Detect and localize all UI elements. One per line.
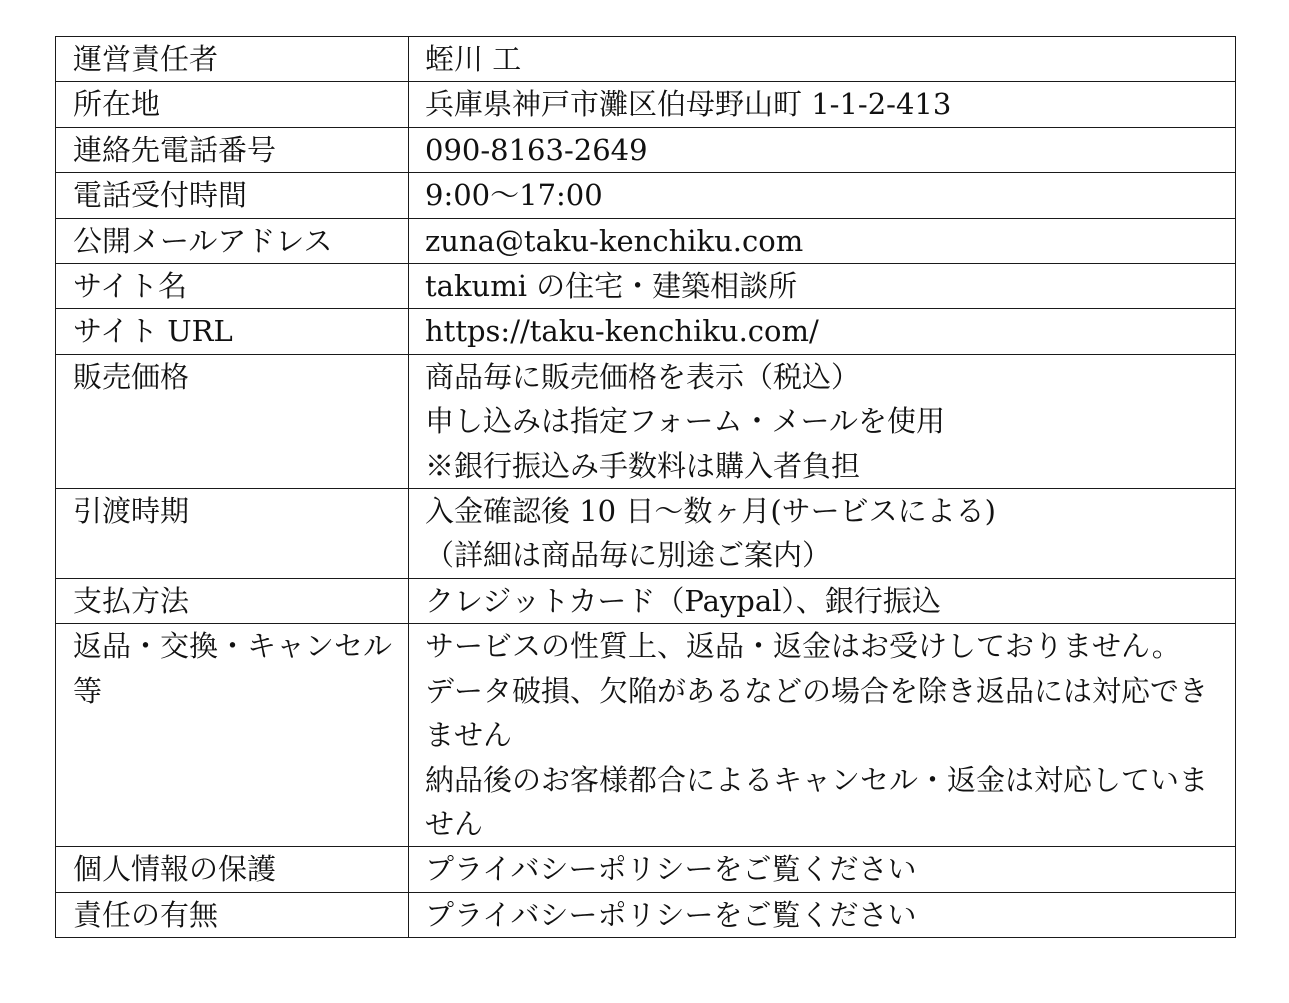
row-label: サイト名 (56, 264, 409, 309)
row-value: https://taku-kenchiku.com/ (409, 309, 1236, 354)
row-value: 商品毎に販売価格を表示（税込） 申し込みは指定フォーム・メールを使用 ※銀行振込み手数料は購入者負担 (409, 354, 1236, 488)
row-value: プライバシーポリシーをご覧ください (409, 892, 1236, 937)
row-label: 引渡時期 (56, 489, 409, 579)
table-row-delivery (56, 489, 1236, 579)
row-value: サービスの性質上、返品・返金はお受けしておりません。 データ破損、欠陥があるなどの場合を除き返品には対応できません 納品後のお客様都合によるキャンセル・返金は対応していません (409, 624, 1236, 847)
info-table-container (55, 36, 1235, 938)
row-label: 返品・交換・キャンセル等 (56, 624, 409, 847)
row-label: 販売価格 (56, 354, 409, 488)
commerce-disclosure-table (55, 36, 1236, 938)
row-value: 蛭川 工 (409, 37, 1236, 82)
row-value: 090-8163-2649 (409, 127, 1236, 172)
table-row-address (56, 82, 1236, 127)
row-label: 支払方法 (56, 578, 409, 623)
row-label: 個人情報の保護 (56, 847, 409, 892)
row-label: 電話受付時間 (56, 173, 409, 218)
row-value: 入金確認後 10 日〜数ヶ月(サービスによる) （詳細は商品毎に別途ご案内） (409, 489, 1236, 579)
table-row-phone (56, 127, 1236, 172)
row-value: 兵庫県神戸市灘区伯母野山町 1-1-2-413 (409, 82, 1236, 127)
row-value: takumi の住宅・建築相談所 (409, 264, 1236, 309)
row-label: 責任の有無 (56, 892, 409, 937)
table-row-site-url (56, 309, 1236, 354)
table-row-email (56, 218, 1236, 263)
row-label: サイト URL (56, 309, 409, 354)
row-label: 連絡先電話番号 (56, 127, 409, 172)
table-row-privacy (56, 847, 1236, 892)
table-row-payment (56, 578, 1236, 623)
row-label: 運営責任者 (56, 37, 409, 82)
table-row-price (56, 354, 1236, 488)
table-row-liability (56, 892, 1236, 937)
table-row-site-name (56, 264, 1236, 309)
row-value: クレジットカード（Paypal）、銀行振込 (409, 578, 1236, 623)
row-value: zuna@taku-kenchiku.com (409, 218, 1236, 263)
table-row-returns (56, 624, 1236, 847)
row-label: 公開メールアドレス (56, 218, 409, 263)
row-value: プライバシーポリシーをご覧ください (409, 847, 1236, 892)
table-row-phone-hours (56, 173, 1236, 218)
table-row-manager (56, 37, 1236, 82)
row-label: 所在地 (56, 82, 409, 127)
row-value: 9:00〜17:00 (409, 173, 1236, 218)
